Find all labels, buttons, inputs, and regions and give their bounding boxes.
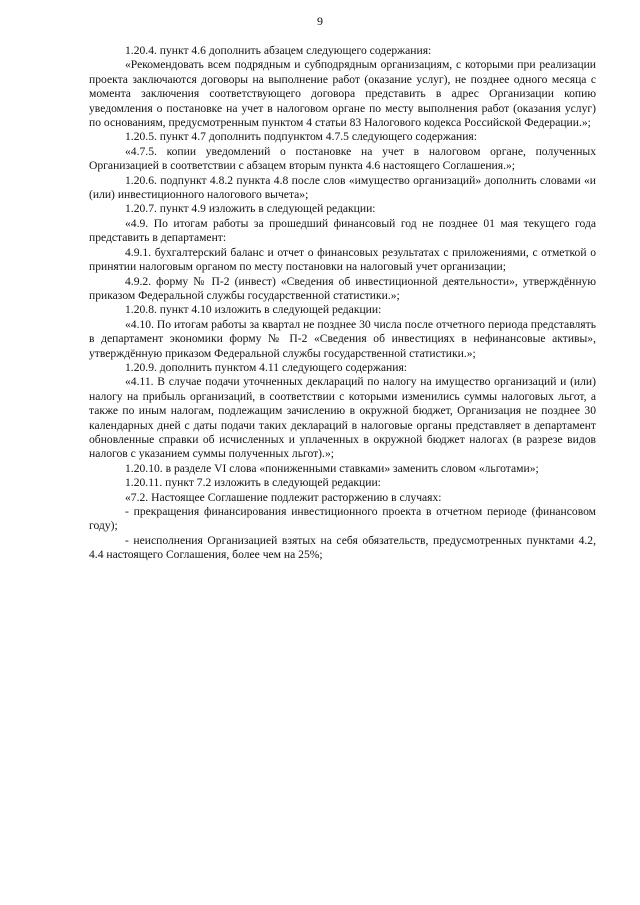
document-body <box>89 44 596 563</box>
paragraph-1-20-11: 1.20.11. пункт 7.2 изложить в следующей редакции: <box>125 476 381 490</box>
paragraph-bullet-obligations: - неисполнения Организацией взятых на себя обязательств, предусмотренных пунктами 4.2, 4.4 настоящего Соглашения, более чем на 25%; <box>89 533 596 562</box>
paragraph-quote-4-11: «4.11. В случае подачи уточненных деклараций по налогу на имущество организаций и (или) налогу на прибыль организаций, в соответствии с которыми изменились суммы налоговых льгот, а также по иным налогам, подлежащим зачислению в окружной бюджет, Организация не позднее 30 календарных дней с даты подачи таких деклараций в налоговые органы представляет в департамент обновленные справки об исчисленных и уплаченных в окружной бюджет налогах (в разрезе видов налогов с указанием суммы полученных льгот).»; <box>89 375 596 461</box>
paragraph-1-20-4: 1.20.4. пункт 4.6 дополнить абзацем следующего содержания: <box>125 44 432 57</box>
paragraph-quote-4-6: «Рекомендовать всем подрядным и субподрядным организациям, с которыми при реализации проекта заключаются договоры на выполнение работ (оказание услуг), не позднее одного месяца с момента заключения соответствующего договора представить в адрес Организации копию уведомления о постановке на учет в налоговом органе по месту выполнения работ (оказания услуг) по основаниям, предусмотренным пунктом 4 статьи 83 Налогового кодекса Российской Федерации.»; <box>89 58 596 130</box>
paragraph-quote-4-9: «4.9. По итогам работы за прошедший финансовый год не позднее 01 мая текущего года представить в департамент: <box>89 216 596 245</box>
paragraph-quote-4-7-5: «4.7.5. копии уведомлений о постановке на учет в налоговом органе, полученных Организацией в соответствии с абзацем вторым пункта 4.6 настоящего Соглашения.»; <box>89 144 596 173</box>
paragraph-bullet-financing: - прекращения финансирования инвестиционного проекта в отчетном периоде (финансовом году); <box>89 505 596 533</box>
paragraph-quote-7-2: «7.2. Настоящее Соглашение подлежит расторжению в случаях: <box>125 490 442 504</box>
paragraph-1-20-10: 1.20.10. в разделе VI слова «пониженными ставками» заменить словом «льготами»; <box>125 461 539 475</box>
paragraph-1-20-6: 1.20.6. подпункт 4.8.2 пункта 4.8 после слов «имущество организаций» дополнить словами «и (или) инвестиционного налогового вычета»; <box>89 173 596 202</box>
page-number: 9 <box>317 14 323 28</box>
paragraph-4-9-2: 4.9.2. форму № П-2 (инвест) «Сведения об инвестиционной деятельности», утверждённую приказом Федеральной службы государственной статистики.»; <box>89 274 596 302</box>
paragraph-1-20-8: 1.20.8. пункт 4.10 изложить в следующей редакции: <box>125 303 382 317</box>
paragraph-quote-4-10: «4.10. По итогам работы за квартал не позднее 30 числа после отчетного периода представлять в департамент экономики форму № П-2 «Сведения об инвестициях в нефинансовые активы», утверждённую приказом Федеральной службы государственной статистики.»; <box>89 317 596 360</box>
paragraph-4-9-1: 4.9.1. бухгалтерский баланс и отчет о финансовых результатах с приложениями, с отметкой о принятии налоговым органом по месту постановки на налоговый учет организации; <box>89 245 596 274</box>
paragraph-1-20-5: 1.20.5. пункт 4.7 дополнить подпунктом 4.7.5 следующего содержания: <box>125 130 477 144</box>
paragraph-1-20-7: 1.20.7. пункт 4.9 изложить в следующей редакции: <box>125 202 376 216</box>
paragraph-1-20-9: 1.20.9. дополнить пунктом 4.11 следующего содержания: <box>125 360 408 374</box>
